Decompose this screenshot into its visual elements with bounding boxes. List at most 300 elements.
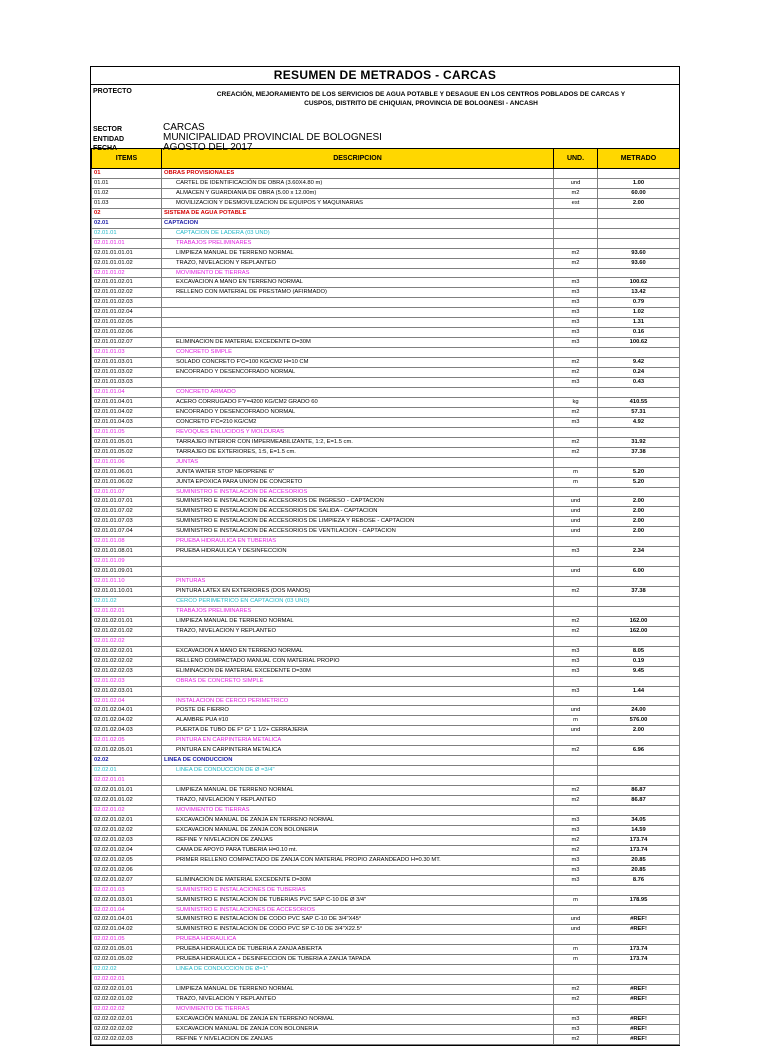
cell-item: 02.02.01.05.02 (92, 955, 162, 965)
cell-item: 02.02.02.02.03 (92, 1034, 162, 1044)
cell-descripcion (162, 298, 554, 308)
cell-descripcion: JUNTA EPOXICA PARA UNION DE CONCRETO (162, 477, 554, 487)
cell-und (554, 387, 598, 397)
proyecto-line-2: CUSPOS, DISTRITO DE CHIQUIAN, PROVINCIA DE BOLOGNESI - ANCASH (304, 100, 538, 107)
table-row (92, 596, 680, 606)
cell-descripcion: TRAZO, NIVELACION Y REPLANTEO (162, 995, 554, 1005)
cell-descripcion (162, 686, 554, 696)
cell-metrado (598, 387, 680, 397)
cell-descripcion: LIMPIEZA MANUAL DE TERRENO NORMAL (162, 248, 554, 258)
fecha-value: AGOSTO DEL 2017 (163, 142, 253, 153)
table-row (92, 835, 680, 845)
cell-item: 02.01.01.02.05 (92, 318, 162, 328)
cell-und: kg (554, 397, 598, 407)
cell-metrado: #REF! (598, 1015, 680, 1025)
cell-item: 02.01.01.04.03 (92, 417, 162, 427)
cell-descripcion: REFINE Y NIVELACION DE ZANJAS (162, 835, 554, 845)
table-row (92, 646, 680, 656)
cell-metrado (598, 756, 680, 766)
cell-descripcion: PRUEBA HIDRAULICA + DESINFECCION DE TUBERIA A ZANJA TAPADA (162, 955, 554, 965)
table-row (92, 178, 680, 188)
cell-descripcion: EXCAVACION A MANO EN TERRENO NORMAL (162, 646, 554, 656)
cell-item: 02.01.01.10.01 (92, 587, 162, 597)
cell-metrado: 576.00 (598, 716, 680, 726)
cell-und: m3 (554, 865, 598, 875)
cell-metrado: 0.43 (598, 378, 680, 388)
cell-und: m2 (554, 437, 598, 447)
cell-descripcion (162, 557, 554, 567)
cell-metrado (598, 885, 680, 895)
cell-metrado: 20.85 (598, 855, 680, 865)
cell-item: 02.01.02.04.01 (92, 706, 162, 716)
cell-descripcion: ALAMBRE PUA #10 (162, 716, 554, 726)
sheet-title: RESUMEN DE METRADOS - CARCAS (91, 67, 679, 85)
table-row (92, 666, 680, 676)
cell-und (554, 268, 598, 278)
cell-und: m2 (554, 358, 598, 368)
cell-metrado: 8.05 (598, 646, 680, 656)
cell-descripcion: PINTURAS (162, 577, 554, 587)
cell-descripcion: LINEA DE CONDUCCION DE Ø=1" (162, 965, 554, 975)
cell-und: m3 (554, 1015, 598, 1025)
cell-metrado (598, 577, 680, 587)
table-row (92, 547, 680, 557)
cell-und: m2 (554, 835, 598, 845)
table-row (92, 567, 680, 577)
table-row (92, 228, 680, 238)
cell-und: und (554, 507, 598, 517)
cell-descripcion: SUMINISTRO E INSTALACION DE ACCESORIOS DE INGRESO - CAPTACION (162, 497, 554, 507)
cell-descripcion: ALMACEN Y GUARDIANIA DE OBRA (5.00 x 12.00m) (162, 188, 554, 198)
cell-descripcion: OBRAS PROVISIONALES (162, 169, 554, 179)
cell-und: m3 (554, 378, 598, 388)
cell-descripcion: SUMINISTRO E INSTALACION DE TUBERIAS PVC SAP C-10 DE Ø 3/4" (162, 895, 554, 905)
cell-und: m3 (554, 417, 598, 427)
cell-metrado: 37.38 (598, 587, 680, 597)
table-row (92, 786, 680, 796)
cell-und: m3 (554, 328, 598, 338)
cell-und (554, 636, 598, 646)
cell-item: 02.01.01.03.01 (92, 358, 162, 368)
table-row (92, 965, 680, 975)
cell-item: 02.01.01.05.02 (92, 447, 162, 457)
cell-und (554, 696, 598, 706)
cell-item: 02.02.01.01.01 (92, 786, 162, 796)
fecha-label: FECHA (93, 145, 118, 152)
table-row (92, 925, 680, 935)
cell-metrado: 173.74 (598, 955, 680, 965)
table-row (92, 328, 680, 338)
cell-und: m2 (554, 1034, 598, 1044)
cell-und: m2 (554, 786, 598, 796)
table-row (92, 268, 680, 278)
table-row (92, 437, 680, 447)
cell-und (554, 965, 598, 975)
table-row (92, 447, 680, 457)
table-row (92, 995, 680, 1005)
cell-descripcion (162, 567, 554, 577)
cell-und (554, 1005, 598, 1015)
cell-item: 02.02.01.03 (92, 885, 162, 895)
cell-und: m (554, 955, 598, 965)
cell-metrado (598, 975, 680, 985)
cell-item: 02.02.01.02.02 (92, 825, 162, 835)
table-row (92, 1015, 680, 1025)
cell-item: 02.01.01.09.01 (92, 567, 162, 577)
cell-metrado: #REF! (598, 1024, 680, 1034)
table-row (92, 557, 680, 567)
cell-descripcion: ELIMINACION DE MATERIAL EXCEDENTE D=30M (162, 875, 554, 885)
table-row (92, 527, 680, 537)
cell-descripcion: SISTEMA DE AGUA POTABLE (162, 208, 554, 218)
cell-descripcion: SUMINISTRO E INSTALACION DE CODO PVC SAP C-10 DE 3/4"X45° (162, 915, 554, 925)
cell-metrado (598, 218, 680, 228)
cell-item: 02.02.02.02.01 (92, 1015, 162, 1025)
cell-und: und (554, 178, 598, 188)
cell-descripcion (162, 318, 554, 328)
cell-item: 02.01.02.04.03 (92, 726, 162, 736)
table-row (92, 766, 680, 776)
cell-und: m3 (554, 1024, 598, 1034)
cell-und: m2 (554, 258, 598, 268)
cell-item: 01.03 (92, 198, 162, 208)
cell-metrado (598, 557, 680, 567)
table-row (92, 756, 680, 766)
cell-metrado: 86.87 (598, 786, 680, 796)
cell-item: 02.01.01.10 (92, 577, 162, 587)
table-row (92, 686, 680, 696)
cell-descripcion: MOVIMIENTO DE TIERRAS (162, 268, 554, 278)
table-row (92, 397, 680, 407)
cell-metrado: 9.42 (598, 358, 680, 368)
cell-metrado (598, 776, 680, 786)
col-metrado: METRADO (598, 149, 680, 169)
cell-descripcion (162, 776, 554, 786)
cell-item: 02.01 (92, 218, 162, 228)
cell-descripcion (162, 308, 554, 318)
cell-item: 02.01.01.02.06 (92, 328, 162, 338)
table-row (92, 248, 680, 258)
proyecto-line-1: CREACIÓN, MEJORAMIENTO DE LOS SERVICIOS DE AGUA POTABLE Y DESAGUE EN LOS CENTROS POBLADOS DE CARCAS Y (216, 91, 626, 98)
cell-metrado: 0.79 (598, 298, 680, 308)
cell-item: 02.01.02.02.02 (92, 656, 162, 666)
cell-metrado (598, 169, 680, 179)
cell-item: 02.02.01.01.02 (92, 796, 162, 806)
table-row (92, 845, 680, 855)
table-row (92, 169, 680, 179)
cell-metrado (598, 427, 680, 437)
cell-descripcion: OBRAS DE CONCRETO SIMPLE (162, 676, 554, 686)
table-row (92, 387, 680, 397)
cell-item: 02.01.01.01.01 (92, 248, 162, 258)
cell-metrado: 2.00 (598, 527, 680, 537)
cell-und (554, 776, 598, 786)
cell-item: 02.01.01.07.03 (92, 517, 162, 527)
cell-und: m2 (554, 626, 598, 636)
cell-item: 02.02.01.04.01 (92, 915, 162, 925)
cell-und: m3 (554, 298, 598, 308)
cell-item: 02.01.02.01.02 (92, 626, 162, 636)
cell-metrado: 57.31 (598, 407, 680, 417)
cell-item: 02.01.01.04 (92, 387, 162, 397)
cell-item: 02.01.01.02.07 (92, 338, 162, 348)
cell-item: 02.02.01.02.05 (92, 855, 162, 865)
cell-descripcion: SUMINISTRO E INSTALACIONES DE ACCESORIOS (162, 905, 554, 915)
cell-metrado: 100.62 (598, 278, 680, 288)
cell-metrado: 5.20 (598, 477, 680, 487)
cell-und (554, 577, 598, 587)
table-row (92, 905, 680, 915)
cell-metrado: 1.00 (598, 178, 680, 188)
cell-descripcion: RELLENO COMPACTADO MANUAL CON MATERIAL PROPIO (162, 656, 554, 666)
cell-item: 02.02.02 (92, 965, 162, 975)
cell-item: 02.01.02.04.02 (92, 716, 162, 726)
cell-descripcion: JUNTAS (162, 457, 554, 467)
table-row (92, 537, 680, 547)
table-row (92, 865, 680, 875)
cell-metrado (598, 1005, 680, 1015)
cell-metrado: #REF! (598, 1034, 680, 1044)
cell-descripcion (162, 328, 554, 338)
cell-metrado (598, 736, 680, 746)
cell-metrado (598, 457, 680, 467)
table-body (92, 169, 680, 1045)
cell-metrado: 13.42 (598, 288, 680, 298)
cell-und (554, 905, 598, 915)
table-row (92, 318, 680, 328)
cell-und: m2 (554, 845, 598, 855)
table-row (92, 885, 680, 895)
cell-descripcion: CONCRETO SIMPLE (162, 348, 554, 358)
cell-descripcion: TRAZO, NIVELACION Y REPLANTEO (162, 626, 554, 636)
cell-descripcion: ELIMINACION DE MATERIAL EXCEDENTE D=30M (162, 666, 554, 676)
cell-item: 02.02.01 (92, 766, 162, 776)
cell-item: 01.02 (92, 188, 162, 198)
cell-descripcion: SUMINISTRO E INSTALACION DE ACCESORIOS DE LIMPIEZA Y REBOSE - CAPTACION (162, 517, 554, 527)
cell-item: 02.01.02.02.01 (92, 646, 162, 656)
cell-descripcion: RELLENO CON MATERIAL DE PRESTAMO (AFIRMADO) (162, 288, 554, 298)
table-row (92, 636, 680, 646)
col-und: UND. (554, 149, 598, 169)
cell-und: m3 (554, 318, 598, 328)
cell-und: m2 (554, 995, 598, 1005)
cell-metrado: 173.74 (598, 845, 680, 855)
cell-item: 02.02.02.01.01 (92, 985, 162, 995)
cell-metrado: 8.76 (598, 875, 680, 885)
table-row (92, 985, 680, 995)
cell-item: 02.01.01.07 (92, 487, 162, 497)
cell-und: m3 (554, 666, 598, 676)
cell-metrado: 6.96 (598, 746, 680, 756)
cell-metrado: 2.00 (598, 497, 680, 507)
cell-und (554, 557, 598, 567)
cell-descripcion: CONCRETO ARMADO (162, 387, 554, 397)
cell-und (554, 676, 598, 686)
cell-item: 02.01.01.06 (92, 457, 162, 467)
cell-item: 02.01.01.03.02 (92, 368, 162, 378)
cell-descripcion: CARTEL DE IDENTIFICACIÓN DE OBRA (3.60X4.80 m) (162, 178, 554, 188)
cell-metrado (598, 487, 680, 497)
cell-metrado: 31.92 (598, 437, 680, 447)
cell-und: und (554, 925, 598, 935)
table-row (92, 716, 680, 726)
cell-item: 02.02.02.02.02 (92, 1024, 162, 1034)
table-row (92, 577, 680, 587)
table-row (92, 776, 680, 786)
table-row (92, 825, 680, 835)
table-row (92, 238, 680, 248)
cell-descripcion: LIMPIEZA MANUAL DE TERRENO NORMAL (162, 616, 554, 626)
cell-item: 02.02.01.02.04 (92, 845, 162, 855)
cell-descripcion: CAPTACION DE LADERA (03 UND) (162, 228, 554, 238)
table-row (92, 806, 680, 816)
cell-metrado (598, 268, 680, 278)
cell-und: m (554, 945, 598, 955)
cell-metrado: 162.00 (598, 626, 680, 636)
entidad-value: MUNICIPALIDAD PROVINCIAL DE BOLOGNESI (163, 132, 382, 143)
cell-und: m3 (554, 825, 598, 835)
cell-metrado: 173.74 (598, 835, 680, 845)
cell-metrado (598, 596, 680, 606)
cell-item: 02.01.02.02 (92, 636, 162, 646)
cell-item: 02.01.01.01 (92, 238, 162, 248)
cell-metrado: 20.85 (598, 865, 680, 875)
cell-und: est (554, 198, 598, 208)
cell-descripcion: TRABAJOS PRELIMINARES (162, 606, 554, 616)
cell-metrado: 93.60 (598, 248, 680, 258)
cell-metrado: #REF! (598, 985, 680, 995)
cell-descripcion: LIMPIEZA MANUAL DE TERRENO NORMAL (162, 985, 554, 995)
cell-item: 02.02.01.05.01 (92, 945, 162, 955)
table-row (92, 218, 680, 228)
table-row (92, 517, 680, 527)
table-row (92, 378, 680, 388)
table-row (92, 208, 680, 218)
cell-descripcion: SOLADO CONCRETO F'C=100 KG/CM2 H=10 CM (162, 358, 554, 368)
proyecto-label: PROTECTO (93, 88, 132, 95)
cell-item: 02.01.02.03.01 (92, 686, 162, 696)
cell-und: m3 (554, 686, 598, 696)
table-row (92, 368, 680, 378)
cell-und (554, 766, 598, 776)
cell-descripcion (162, 378, 554, 388)
cell-und (554, 537, 598, 547)
cell-descripcion (162, 636, 554, 646)
cell-descripcion: TRAZO, NIVELACION Y REPLANTEO (162, 258, 554, 268)
cell-item: 02.01.01.02 (92, 268, 162, 278)
cell-metrado (598, 806, 680, 816)
cell-und: und (554, 567, 598, 577)
cell-descripcion: EXCAVACIÓN MANUAL DE ZANJA EN TERRENO NORMAL (162, 1015, 554, 1025)
table-row (92, 497, 680, 507)
cell-descripcion: POSTE DE FIERRO (162, 706, 554, 716)
cell-metrado (598, 636, 680, 646)
cell-metrado: 37.38 (598, 447, 680, 457)
cell-descripcion: SUMINISTRO E INSTALACION DE ACCESORIOS DE VENTILACION - CAPTACION (162, 527, 554, 537)
cell-descripcion: MOVIMIENTO DE TIERRAS (162, 1005, 554, 1015)
cell-item: 02.01.01.09 (92, 557, 162, 567)
cell-und: m2 (554, 796, 598, 806)
cell-descripcion: SUMINISTRO E INSTALACION DE CODO PVC SP C-10 DE 3/4"X22.5° (162, 925, 554, 935)
table-row (92, 656, 680, 666)
table-row (92, 626, 680, 636)
cell-metrado: 1.44 (598, 686, 680, 696)
cell-metrado: #REF! (598, 915, 680, 925)
cell-item: 02.01.02 (92, 596, 162, 606)
sector-label: SECTOR (93, 126, 123, 133)
cell-item: 02.01.01.06.02 (92, 477, 162, 487)
cell-item: 02.01.01.05 (92, 427, 162, 437)
entidad-label: ENTIDAD (93, 136, 125, 143)
cell-item: 02.01.02.02.03 (92, 666, 162, 676)
cell-metrado: 1.31 (598, 318, 680, 328)
cell-und: und (554, 497, 598, 507)
table-row (92, 487, 680, 497)
cell-descripcion: EXCAVACION MANUAL DE ZANJA CON BOLONERIA (162, 1024, 554, 1034)
cell-item: 02.01.01.02.01 (92, 278, 162, 288)
table-row (92, 706, 680, 716)
cell-und: m3 (554, 278, 598, 288)
cell-item: 02.02 (92, 756, 162, 766)
table-row (92, 945, 680, 955)
cell-metrado (598, 676, 680, 686)
project-header (91, 85, 679, 153)
cell-item: 02.01.01.01.02 (92, 258, 162, 268)
cell-item: 02.02.01.02 (92, 806, 162, 816)
table-row (92, 915, 680, 925)
cell-item: 02.02.01.02.07 (92, 875, 162, 885)
cell-descripcion: CAPTACION (162, 218, 554, 228)
cell-metrado: 14.59 (598, 825, 680, 835)
cell-und (554, 596, 598, 606)
cell-und: m (554, 467, 598, 477)
cell-descripcion: PRUEBA HIDRAULICA DE TUBERIA A ZANJA ABIERTA (162, 945, 554, 955)
cell-descripcion: LINEA DE CONDUCCION DE Ø =3/4" (162, 766, 554, 776)
cell-und (554, 348, 598, 358)
col-items: ITEMS (92, 149, 162, 169)
cell-item: 01 (92, 169, 162, 179)
cell-item: 02.01.01.05.01 (92, 437, 162, 447)
table-row (92, 258, 680, 268)
proyecto-value (171, 90, 671, 108)
cell-descripcion: REFINE Y NIVELACION DE ZANJAS (162, 1034, 554, 1044)
cell-descripcion: MOVILIZACION Y DESMOVILIZACION DE EQUIPOS Y MAQUINARIAS (162, 198, 554, 208)
table-row (92, 815, 680, 825)
table-row (92, 696, 680, 706)
cell-und: m2 (554, 368, 598, 378)
table-row (92, 477, 680, 487)
cell-item: 02.01.01.07.01 (92, 497, 162, 507)
cell-descripcion: JUNTA WATER STOP NEOPRENE 6" (162, 467, 554, 477)
cell-descripcion: SUMINISTRO E INSTALACIONES DE TUBERIAS (162, 885, 554, 895)
table-row (92, 746, 680, 756)
cell-metrado (598, 228, 680, 238)
cell-und: m3 (554, 875, 598, 885)
table-row (92, 895, 680, 905)
cell-descripcion: REVOQUES ENLUCIDOS Y MOLDURAS (162, 427, 554, 437)
table-row (92, 726, 680, 736)
cell-descripcion: PRUEBA HIDRAULICA EN TUBERIAS (162, 537, 554, 547)
cell-descripcion: LINEA DE CONDUCCION (162, 756, 554, 766)
cell-item: 02.01.02.01.01 (92, 616, 162, 626)
table-row (92, 975, 680, 985)
cell-metrado: 6.00 (598, 567, 680, 577)
cell-item: 02.01.01.08 (92, 537, 162, 547)
cell-metrado: 178.95 (598, 895, 680, 905)
table-row (92, 796, 680, 806)
cell-metrado: 173.74 (598, 945, 680, 955)
table-row (92, 338, 680, 348)
